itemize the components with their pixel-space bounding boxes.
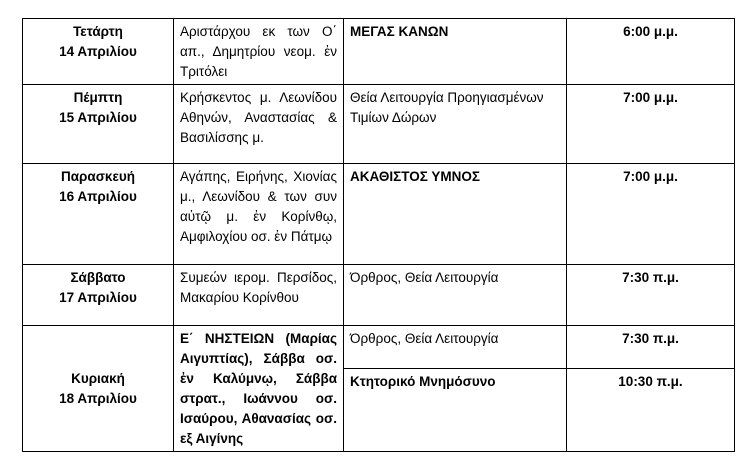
saints-cell: Συμεών ιερομ. Περσίδος, Μακαρίου Κορίνθου — [174, 265, 344, 326]
day-cell — [23, 164, 174, 265]
table-row — [23, 164, 735, 265]
service-cell: ΜΕΓΑΣ ΚΑΝΩΝ — [344, 19, 567, 85]
time-cell: 6:00 μ.μ. — [567, 19, 735, 85]
table-row — [23, 265, 735, 326]
service-cell: Θεία Λειτουργία Προηγιασμένων Τιμίων Δώρων — [344, 85, 567, 164]
service-cell: Κτητορικό Μνημόσυνο — [344, 368, 567, 451]
time-cell: 7:30 π.μ. — [567, 265, 735, 326]
table-row — [23, 19, 735, 85]
day-date: 18 Απριλίου — [59, 391, 137, 406]
day-name: Τετάρτη — [73, 24, 123, 39]
day-cell — [23, 265, 174, 326]
day-cell — [23, 326, 174, 452]
day-name: Παρασκευή — [61, 169, 135, 184]
saints-cell: Ε΄ ΝΗΣΤΕΙΩΝ (Μαρίας Αιγυπτίας), Σάββα οσ. ἐν Καλύμνῳ, Σάββα στρατ., Ιωάννου οσ. Ισαύρου, Αθανασίας οσ. εξ Αιγίνης — [174, 326, 344, 452]
day-name: Πέμπτη — [73, 90, 123, 105]
day-date: 14 Απριλίου — [59, 44, 137, 59]
day-date: 17 Απριλίου — [59, 290, 137, 305]
service-cell: ΑΚΑΘΙΣΤΟΣ ΥΜΝΟΣ — [344, 164, 567, 265]
day-name: Κυριακή — [71, 371, 125, 386]
time-cell: 7:00 μ.μ. — [567, 85, 735, 164]
service-cell: Όρθρος, Θεία Λειτουργία — [344, 326, 567, 369]
table-row — [23, 85, 735, 164]
saints-cell: Αγάπης, Ειρήνης, Χιονίας μ., Λεωνίδου & των συν αὐτῷ μ. ἐν Κορίνθῳ, Αμφιλοχίου οσ. ἐν Πάτμῳ — [174, 164, 344, 265]
time-cell: 7:00 μ.μ. — [567, 164, 735, 265]
service-cell: Όρθρος, Θεία Λειτουργία — [344, 265, 567, 326]
saints-cell: Κρήσκεντος μ. Λεωνίδου Αθηνών, Αναστασίας & Βασιλίσσης μ. — [174, 85, 344, 164]
day-date: 16 Απριλίου — [59, 189, 137, 204]
table-row — [23, 326, 735, 369]
saints-cell: Αριστάρχου εκ των Ο΄ απ., Δημητρίου νεομ. ἐν Τριτόλει — [174, 19, 344, 85]
day-cell — [23, 19, 174, 85]
day-date: 15 Απριλίου — [59, 110, 137, 125]
time-cell: 10:30 π.μ. — [567, 368, 735, 451]
day-cell — [23, 85, 174, 164]
day-name: Σάββατο — [70, 270, 126, 285]
schedule-table — [22, 18, 735, 452]
time-cell: 7:30 π.μ. — [567, 326, 735, 369]
